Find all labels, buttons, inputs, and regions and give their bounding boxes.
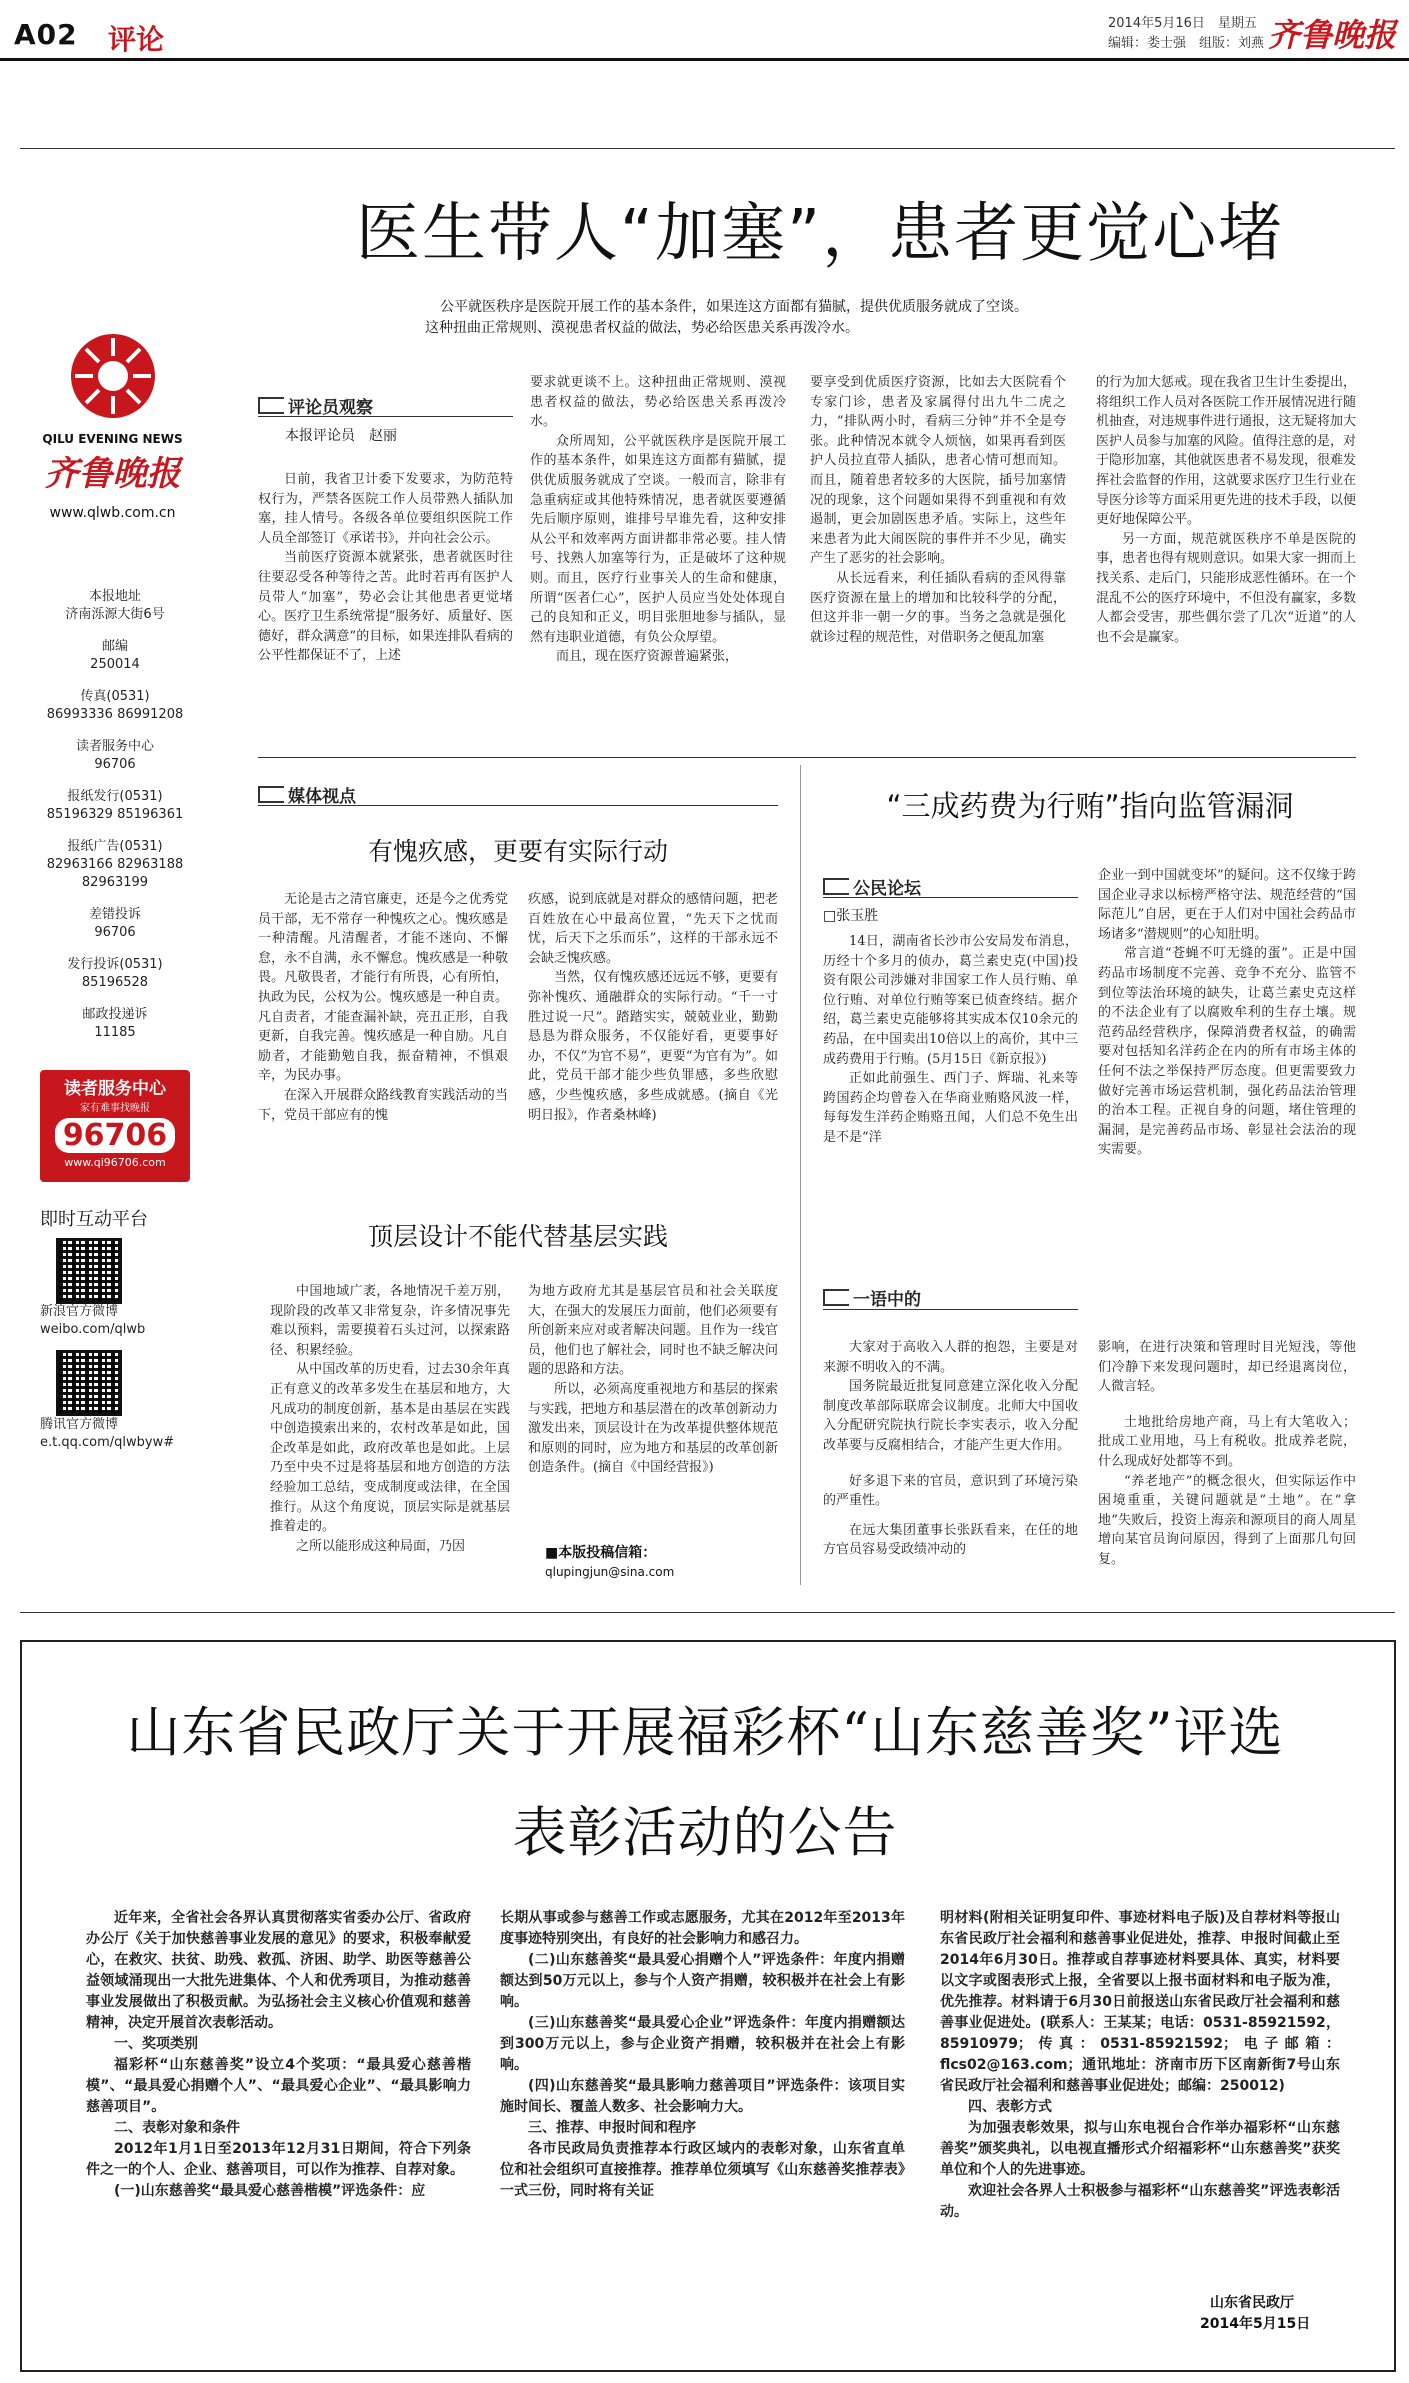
paragraph: 好多退下来的官员，意识到了环境污染的严重性。 <box>823 1473 1078 1509</box>
masthead-rule <box>0 58 1409 61</box>
weibo-sina <box>40 1303 146 1339</box>
reader: 96706 <box>94 757 136 772</box>
ad-label: 报纸广告(0531) <box>67 839 163 854</box>
err: 96706 <box>94 925 136 940</box>
reader-label: 读者服务中心 <box>75 739 154 754</box>
media-tag-rule <box>258 805 778 806</box>
quote-tag-rule <box>823 1309 1078 1310</box>
section-name: 评论 <box>108 23 165 56</box>
promo-title: 读者服务中心 <box>64 1079 166 1099</box>
weibo-tencent <box>40 1416 175 1452</box>
weibo2[interactable]: e.t.qq.com/qlwbyw# <box>40 1435 175 1450</box>
paragraph: 的行为加大惩戒。现在我省卫生计生委提出，将组织工作人员对各医院工作开展情况进行随机抽查，对违规事件进行通报，这无疑将加大医护人员参与加塞的风险。值得注意的是，对于隐形加塞，其他就医患者不易发现，很难发挥社会监督的作用，这就要求医疗卫生行业在导医分诊等方面采用更先进的技术手段，以便更好地保障公平。 <box>1096 375 1357 528</box>
sidebar <box>20 330 205 521</box>
vertical-divider <box>800 765 801 1585</box>
paragraph: 疚感，说到底就是对群众的感情问题，把老百姓放在心中最高位置，“先天下之忧而忧，后天下之乐而乐”，这样的干部永远不会缺乏愧疚感。 <box>528 892 778 966</box>
main-headline: 医生带人“加塞”，患者更觉心堵 <box>355 197 1285 271</box>
drug-col-2 <box>1098 866 1356 1160</box>
drug-byline: □张玉胜 <box>823 908 879 924</box>
top-box-rule <box>20 148 1395 149</box>
paragraph: 当然，仅有愧疚感还远远不够，更要有弥补愧疚、通融群众的实际行动。“千一寸胜过说一尺”。踏踏实实，兢兢业业，勤勤恳恳为群众服务，不仅能好看，更要事好办，不仅“为官不易”，更要“为官有为”。如此，党员干部才能少些负罪感，多些欣慰感，少些愧疚感，多些成就感。(摘自《光明日报》，作者桑林峰) <box>528 970 778 1123</box>
paragraph: 从中国改革的历史看，过去30余年真正有意义的改革多发生在基层和地方，大凡成功的制度创新，基本是由基层在实践中创造摸索出来的，农村改革是如此，国企改革是如此，政府改革也是如此。上层乃至中央不过是将基层和地方创造的方法经验加工总结，变成制度或法律，在全国推行。从这个角度说，顶层实际是就基层推着走的。 <box>270 1362 510 1535</box>
commentator-column-tag: 评论员观察 <box>258 393 373 418</box>
postcode-label: 邮编 <box>101 639 128 654</box>
media-column-tag: 媒体视点 <box>258 782 356 807</box>
interact-title: 即时互动平台 <box>40 1209 148 1230</box>
paragraph: (四)山东慈善奖“最具影响力慈善项目”评选条件：该项目实施时间长、覆盖人数多、社会影响力大。 <box>500 2078 905 2115</box>
date: 2014年5月16日 <box>1108 16 1205 31</box>
paragraph: 企业一到中国就变坏”的疑问。这不仅缘于跨国企业寻求以标榜严格守法、规范经营的“国际范儿”自居，更在于人们对中国社会药品市场诸多“潜规则”的心知肚明。 <box>1098 868 1356 942</box>
notice-title-line2: 表彰活动的公告 <box>512 1801 898 1864</box>
design-col-1 <box>270 1282 510 1556</box>
main-col-1 <box>258 470 513 666</box>
notice-sign-date: 2014年5月15日 <box>1200 2316 1311 2332</box>
weekday: 星期五 <box>1217 16 1257 31</box>
paragraph: 从长远看来，利任插队看病的歪风得靠医疗资源在量上的增加和比较科学的分配，但这并非一朝一夕的事。当务之急就是强化就诊过程的规范性，对借职务之便乱加塞 <box>810 570 1066 645</box>
err-label: 差错投诉 <box>88 907 141 922</box>
design-col-2 <box>528 1282 778 1478</box>
main-deck-1: 公平就医秩序是医院开展工作的基本条件，如果连这方面都有猫腻，提供优质服务就成了空谈。 <box>440 299 1028 315</box>
forum-column-tag: 公民论坛 <box>823 874 921 899</box>
paragraph: 为加强表彰效果，拟与山东电视台合作举办福彩杯“山东慈善奖”颁奖典礼，以电视直播形式介绍福彩杯“山东慈善奖”获奖单位和个人的先进事迹。 <box>940 2120 1340 2178</box>
paragraph: 无论是古之清官廉吏，还是今之优秀党员干部，无不常存一种愧疚之心。愧疚感是一种清醒。凡清醒者，才能不迷向、不懈怠，永不自满，永不懈怠。愧疚感是一种敬畏。凡敬畏者，才能行有所畏，心有所怕，执政为民，公权为公。愧疚感是一种自责。凡自责者，才能查漏补缺，亮丑正形，自我更新，自我完善。愧疚感是一种自励。凡自励者，才能勤勉自我，振奋精神，不惧艰辛，为民办事。 <box>258 892 508 1084</box>
address: 济南泺源大街6号 <box>65 607 165 622</box>
notice-col-3 <box>940 1908 1340 2223</box>
quote-column-tag: 一语中的 <box>823 1285 921 1310</box>
main-byline: 本报评论员 赵丽 <box>285 428 397 444</box>
logo-cn: 齐鲁晚报 <box>44 454 181 494</box>
designer: 组版：刘燕 <box>1199 36 1265 51</box>
paragraph: 二、表彰对象和条件 <box>114 2120 240 2136</box>
promo-number: 96706 <box>55 1118 175 1153</box>
weibo-qr-icon[interactable] <box>56 1238 122 1304</box>
paragraph: 要求就更谈不上。这种扭曲正常规则、漠视患者权益的做法，势必给医患关系再泼冷水。 <box>530 375 786 430</box>
paragraph: (一)山东慈善奖“最具爱心慈善楷模”评选条件：应 <box>114 2183 426 2199</box>
dist-label: 报纸发行(0531) <box>67 789 163 804</box>
paragraph: 众所周知，公平就医秩序是医院开展工作的基本条件，如果连这方面都有猫腻，提供优质服务就成了空谈。一般而言，除非有急重病症或其他特殊情况，患者就医要遵循先后顺序原则，谁排号早谁先看，这种安排从公平和效率两方面讲都非常必要。挂人情号、找熟人加塞等行为，正是破坏了这种规则。而且，医疗行业事关人的生命和健康，所谓“医者仁心”，医护人员应当处处体现自己的良知和正义，明目张胆地参与插队，显然有违职业道德，有负公众厚望。 <box>530 433 786 645</box>
masthead-logo: 齐鲁晚报 <box>1268 16 1397 54</box>
paragraph: 所以，必须高度重视地方和基层的探索与实践，把地方和基层潜在的改革创新动力激发出来，顶层设计在为改革提供整体规范和原则的同时，应为地方和基层的改革创新创造条件。(摘自《中国经营报》) <box>528 1381 778 1476</box>
paragraph: (二)山东慈善奖“最具爱心捐赠个人”评选条件：年度内捐赠额达到50万元以上，参与个人资产捐赠，较积极并在社会上有影响。 <box>500 1952 905 2010</box>
page-number: A02 <box>14 18 78 51</box>
logo-en: QILU EVENING NEWS <box>42 432 183 446</box>
paragraph: 在远大集团董事长张跃看来，在任的地方官员容易受政绩冲动的 <box>823 1522 1078 1558</box>
paragraph: 而且，现在医疗资源普遍紧张， <box>556 649 739 665</box>
paragraph: 常言道“苍蝇不叮无缝的蛋”。正是中国药品市场制度不完善、竞争不充分、监管不到位等法治环境的缺失，让葛兰素史克这样的不法企业有了以腐败牟利的生存土壤。规范药品经营秩序，保障消费者权益，的确需要对包括知名洋药企在内的所有市场主体的任何不法之举保持严厉态度。但更需要致力做好完善市场运营机制，强化药品法治管理的治本工程。正视自身的问题，堵住管理的漏洞，是完善药品市场、彰显社会法治的现实需要。 <box>1098 946 1356 1158</box>
paragraph: 大家对于高收入人群的抱怨，主要是对来源不明收入的不满。 <box>823 1340 1078 1375</box>
tencent-qr-icon[interactable] <box>56 1350 122 1416</box>
media-col-2 <box>528 890 778 1125</box>
notice-title-line1: 山东省民政厅关于开展福彩杯“山东慈善奖”评选 <box>126 1701 1284 1764</box>
dist: 85196329 85196361 <box>46 807 184 822</box>
paragraph: 之所以能形成这种局面，乃因 <box>296 1538 466 1554</box>
paragraph: 要享受到优质医疗资源，比如去大医院看个专家门诊，患者及家属得付出九牛二虎之力，“排队两小时，看病三分钟”并不全是夸张。此种情况本就令人烦恼，如果再看到医护人员拉直带人插队，患者心情可想而知。而且，随着患者较多的大医院，插号加塞情况的现象，这个问题如果得不到重视和有效遏制，更会加剧医患矛盾。实际上，这些年来患者为此大闹医院的事件并不少见，确实产生了恶劣的社会影响。 <box>810 375 1066 567</box>
quote-col-2 <box>1098 1338 1356 1570</box>
address-label: 本报地址 <box>88 589 141 604</box>
ad: 82963166 82963188 82963199 <box>46 857 184 890</box>
paragraph: 为地方政府尤其是基层官员和社会关联度大，在强大的发展压力面前，他们必须要有所创新来应对或者解决问题。且作为一线官员，他们也了解社会，同时也不缺乏解决问题的思路和方法。 <box>528 1284 778 1378</box>
commentator-tag-rule <box>258 416 513 417</box>
media-headline: 有愧疚感，更要有实际行动 <box>367 837 668 866</box>
weibo2-label: 腾讯官方微博 <box>40 1417 119 1432</box>
paragraph: 日前，我省卫计委下发要求，为防范特权行为，严禁各医院工作人员带熟人插队加塞，挂人情号。各级各单位要组织医院工作人员全部签订《承诺书》，并向社会公示。 <box>258 472 513 546</box>
notice-col-2 <box>500 1908 905 2202</box>
paragraph: 三、推荐、申报时间和程序 <box>528 2120 696 2136</box>
postcode: 250014 <box>90 657 140 672</box>
issue: 85196528 <box>81 975 149 990</box>
notice-col-1 <box>86 1908 471 2202</box>
promo-url: www.qi96706.com <box>64 1156 166 1169</box>
drug-headline: “三成药费为行贿”指向监管漏洞 <box>886 789 1294 823</box>
media-col-1 <box>258 890 508 1125</box>
paragraph: (三)山东慈善奖“最具爱心企业”评选条件：年度内捐赠额达到300万元以上，参与企业资产捐赠，较积极并在社会上有影响。 <box>500 2015 905 2073</box>
editor-line <box>1108 32 1264 51</box>
issue-date <box>1108 12 1257 31</box>
drug-col-1 <box>823 932 1078 1148</box>
paragraph: 中国地域广袤，各地情况千差万别，现阶段的改革又非常复杂，许多情况事先难以预料，需要摸着石头过河，以探索路径、积累经验。 <box>270 1284 510 1358</box>
mail-label: 邮政投递诉 <box>82 1007 148 1022</box>
logo-emblem-icon <box>67 330 159 422</box>
paragraph: 明材料(附相关证明复印件、事迹材料电子版)及自荐材料等报山东省民政厅社会福利和慈善事业促进处，推荐、申报时间截止至2014年6月30日。推荐或自荐事迹材料要具体、真实，材料要以文字或图表形式上报，全省要以上报书面材料和电子版为准，优先推荐。材料请于6月30日前报送山东省民政厅社会福利和慈善事业促进处。(联系人：王某某；电话：0531-85921592，85910979；传真：0531-85921592；电子邮箱：flcs02@163.com；通讯地址：济南市历下区南新街7号山东省民政厅社会福利和慈善事业促进处；邮编：250012) <box>940 1910 1340 2094</box>
main-col-3 <box>810 373 1066 647</box>
section-divider <box>258 757 1356 758</box>
main-col-4 <box>1096 373 1356 647</box>
reader-service-promo[interactable] <box>40 1070 190 1182</box>
paragraph: 在深入开展群众路线教育实践活动的当下，党员干部应有的愧 <box>258 1087 508 1123</box>
submission-label: ■本版投稿信箱： <box>545 1545 657 1561</box>
paragraph: 各市民政局负责推荐本行政区域内的表彰对象，山东省直单位和社会组织可直接推荐。推荐单位须填写《山东慈善奖推荐表》一式三份，同时将有关证 <box>500 2141 905 2199</box>
website[interactable]: www.qlwb.com.cn <box>49 505 176 521</box>
paragraph: 国务院最近批复同意建立深化收入分配制度改革部际联席会议制度。北师大中国收入分配研究院执行院长李实表示，收入分配改革要与反腐相结合，才能产生更大作用。 <box>823 1379 1078 1453</box>
paragraph: 正如此前强生、西门子、辉瑞、礼来等跨国药企均曾卷入在华商业贿赂风波一样，每每发生洋药企贿赂丑闻，人们总不免生出是不是“洋 <box>823 1071 1078 1145</box>
paragraph: 2012年1月1日至2013年12月31日期间，符合下列条件之一的个人、企业、慈善项目，可以作为推荐、自荐对象。 <box>86 2141 471 2178</box>
paragraph: 福彩杯“山东慈善奖”设立4个奖项：“最具爱心慈善楷模”、“最具爱心捐赠个人”、“最具爱心企业”、“最具影响力慈善项目”。 <box>86 2057 471 2115</box>
paragraph: “养老地产”的概念很火，但实际运作中困境重重，关键问题就是“土地”。在“拿地”失败后，投资上海亲和源项目的商人周星增向某官员询问原因，得到了上面那几句回复。 <box>1098 1473 1356 1567</box>
main-col-2 <box>530 373 786 667</box>
top-box-bottom-rule <box>20 1612 1395 1613</box>
paragraph: 土地批给房地产商，马上有大笔收入；批成工业用地，马上有税收。批成养老院，什么现成好处都等不到。 <box>1098 1414 1356 1469</box>
paragraph: 另一方面，规范就医秩序不单是医院的事，患者也得有规则意识。如果大家一拥而上找关系、走后门，只能形成恶性循环。在一个混乱不公的医疗环境中，不但没有赢家，多数人都会受害，那些偶尔尝了几次“近道”的人也不会是赢家。 <box>1096 531 1357 645</box>
sidebar-contacts <box>40 588 190 1042</box>
fax: 86993336 86991208 <box>46 707 184 722</box>
promo-sub: 家有难事找晚报 <box>80 1103 150 1114</box>
paragraph: 影响，在进行决策和管理时目光短浅，等他们冷静下来发现问题时，却已经退离岗位，人微言轻。 <box>1098 1340 1356 1395</box>
quote-col-1 <box>823 1338 1078 1560</box>
submission-email[interactable]: qlupingjun@sina.com <box>545 1565 675 1579</box>
paragraph: 一、奖项类别 <box>114 2036 198 2052</box>
paragraph: 当前医疗资源本就紧张，患者就医时往往要忍受各种等待之苦。此时若再有医护人员带人“加塞”，势必会让其他患者更觉堵心。医疗卫生系统常提“服务好、质量好、医德好，群众满意”的目标，如果连排队看病的公平性都保证不了，上述 <box>258 550 513 664</box>
issue-label: 发行投诉(0531) <box>67 957 163 972</box>
editor: 编辑：娄士强 <box>1108 36 1187 51</box>
paragraph: 长期从事或参与慈善工作或志愿服务，尤其在2012年至2013年度事迹特别突出，有良好的社会影响力和感召力。 <box>500 1910 905 1947</box>
main-deck-2: 这种扭曲正常规则、漠视患者权益的做法，势必给医患关系再泼冷水。 <box>425 320 859 336</box>
design-headline: 顶层设计不能代替基层实践 <box>367 1222 668 1251</box>
fax-label: 传真(0531) <box>80 689 150 704</box>
notice-sign-org: 山东省民政厅 <box>1210 2295 1294 2311</box>
weibo1[interactable]: weibo.com/qlwb <box>40 1322 146 1337</box>
paragraph: 四、表彰方式 <box>968 2099 1052 2115</box>
paragraph: 14日，湖南省长沙市公安局发布消息，历经十个多月的侦办，葛兰素史克(中国)投资有限公司涉嫌对非国家工作人员行贿、单位行贿、对单位行贿等案已侦查终结。据介绍，葛兰素史克能够将其实成本仅10余元的药品，在中国卖出10倍以上的高价，其中三成药费用于行贿。(5月15日《新京报》) <box>823 934 1078 1067</box>
mail: 11185 <box>94 1025 136 1040</box>
forum-tag-rule <box>823 897 1078 898</box>
paragraph: 近年来，全省社会各界认真贯彻落实省委办公厅、省政府办公厅《关于加快慈善事业发展的意见》的要求，积极奉献爱心，在救灾、扶贫、助残、救孤、济困、助学、助医等慈善公益领域涌现出一大批先进集体、个人和优秀项目，为推动慈善事业发展做出了积极贡献。为弘扬社会主义核心价值观和慈善精神，决定开展首次表彰活动。 <box>86 1910 471 2031</box>
weibo1-label: 新浪官方微博 <box>40 1304 119 1319</box>
paragraph: 欢迎社会各界人士积极参与福彩杯“山东慈善奖”评选表彰活动。 <box>940 2183 1340 2220</box>
